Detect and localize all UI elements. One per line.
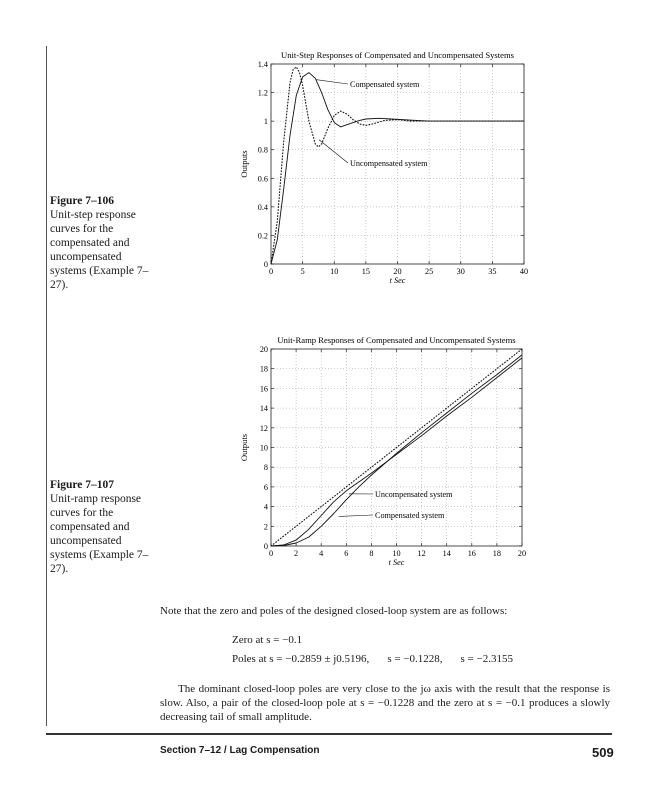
pole-real-1: s = −0.1228,: [387, 653, 443, 665]
poles-complex: Poles at s = −0.2859 ± j0.5196,: [232, 653, 370, 665]
x-tick-label: 0: [268, 267, 274, 276]
y-tick-label: 0.6: [257, 174, 268, 184]
x-tick-label: 18: [492, 549, 501, 558]
x-tick-label: 0: [268, 549, 274, 558]
x-tick-label: 4: [319, 549, 324, 558]
figure-caption-7-106: [50, 194, 150, 292]
x-tick-label: 35: [488, 267, 497, 276]
y-axis-label: Outputs: [239, 150, 249, 178]
y-tick-label: 0.4: [257, 202, 268, 212]
figure-number: Figure 7–107: [50, 479, 114, 491]
x-tick-label: 5: [300, 267, 305, 276]
y-tick-label: 16: [259, 384, 268, 394]
y-axis-label: Outputs: [239, 433, 249, 462]
unit-step-chart-svg: [228, 44, 533, 296]
intro-sentence: Note that the zero and poles of the designed closed-loop system are as follows:: [160, 605, 508, 617]
x-tick-label: 12: [417, 549, 426, 558]
annotation-leader-line: [319, 140, 348, 163]
x-tick-label: 6: [344, 549, 349, 558]
x-tick-label: 15: [361, 267, 370, 276]
y-tick-label: 0: [263, 260, 268, 269]
x-tick-label: 30: [456, 267, 465, 276]
annotation-leader-line: [339, 515, 373, 516]
y-tick-label: 2: [263, 522, 268, 532]
annotation-label: Uncompensated system: [350, 159, 428, 168]
x-tick-label: 40: [519, 267, 529, 276]
y-tick-label: 1.4: [257, 60, 268, 69]
x-tick-label: 20: [517, 549, 527, 558]
figure-caption-text: Unit-ramp response curves for the compensated and uncompensated systems (Example 7–27).: [50, 493, 149, 575]
y-tick-label: 6: [263, 482, 268, 492]
x-tick-label: 10: [330, 267, 339, 276]
y-tick-label: 4: [263, 502, 268, 512]
unit-step-response-chart: [228, 44, 533, 296]
margin-rule: [46, 46, 47, 726]
poles-equation: [232, 652, 653, 666]
chart-title: Unit-Ramp Responses of Compensated and Uncompensated Systems: [277, 335, 516, 345]
unit-ramp-chart-svg: [228, 332, 533, 576]
x-axis-label: t Sec: [388, 558, 405, 567]
annotation-label: Compensated system: [350, 80, 420, 89]
y-tick-label: 18: [259, 364, 268, 374]
annotation-label: Compensated system: [375, 511, 445, 520]
y-tick-label: 20: [259, 345, 268, 354]
x-tick-label: 16: [467, 549, 476, 558]
x-tick-label: 14: [442, 549, 451, 558]
y-tick-label: 8: [263, 463, 268, 473]
x-axis-label: t Sec: [389, 276, 406, 285]
y-tick-label: 1: [263, 117, 268, 127]
figure-caption-text: Unit-step response curves for the compensated and uncompensated systems (Example 7–27).: [50, 209, 149, 291]
y-tick-label: 1.2: [257, 88, 268, 98]
x-tick-label: 20: [393, 267, 402, 276]
annotation-label: Uncompensated system: [375, 490, 453, 499]
pole-real-2: s = −2.3155: [460, 653, 513, 665]
x-tick-label: 10: [392, 549, 401, 558]
x-tick-label: 2: [294, 549, 299, 558]
y-tick-label: 12: [259, 423, 268, 433]
y-tick-label: 14: [259, 404, 268, 414]
figure-caption-7-107: [50, 478, 150, 576]
chart-title: Unit-Step Responses of Compensated and Uncompensated Systems: [281, 50, 514, 60]
zero-equation: Zero at s = −0.1: [232, 634, 303, 646]
x-tick-label: 25: [425, 267, 434, 276]
footer-rule: [46, 733, 612, 735]
discussion-paragraph: The dominant closed-loop poles are very close to the jω axis with the result that the response is slow. Also, a pair of the closed-loop pole at s = −0.1228 and the zero at s = −0.1 produces a slowly decreasing tail of small amplitude.: [160, 683, 610, 723]
page-number: 509: [592, 745, 614, 760]
figure-number: Figure 7–106: [50, 195, 114, 207]
x-tick-label: 8: [369, 549, 374, 558]
annotation-leader-line: [317, 80, 348, 84]
running-footer-section: Section 7–12 / Lag Compensation: [160, 745, 320, 756]
y-tick-label: 10: [259, 443, 268, 453]
y-tick-label: 0: [263, 542, 268, 551]
y-tick-label: 0.2: [257, 231, 268, 241]
y-tick-label: 0.8: [257, 145, 268, 155]
unit-ramp-response-chart: [228, 332, 533, 576]
